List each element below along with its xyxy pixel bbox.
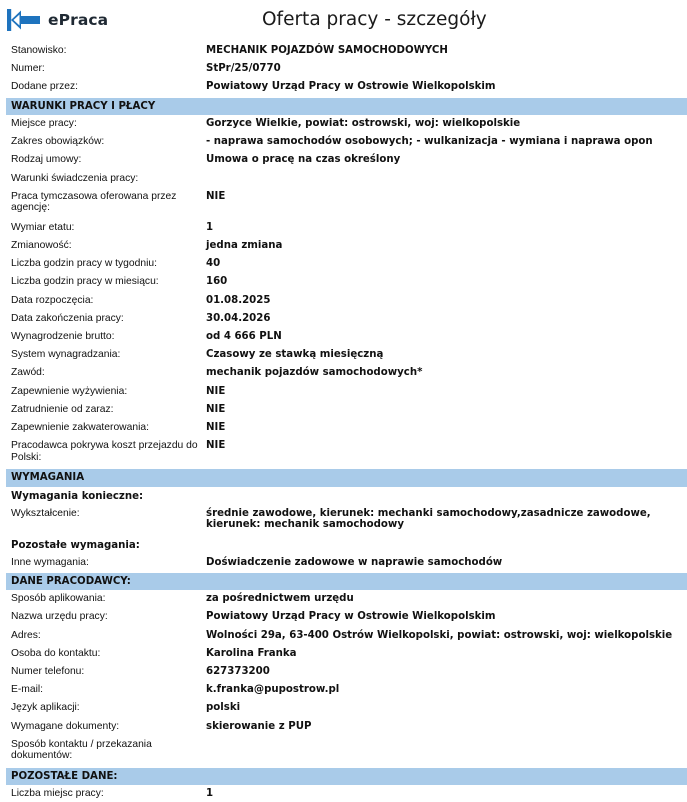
- subheading-pozostale-wymagania: Pozostałe wymagania:: [11, 539, 140, 551]
- detail-value: MECHANIK POJAZDÓW SAMOCHODOWYCH: [206, 45, 448, 56]
- detail-value: [206, 737, 687, 739]
- detail-label: Miejsce pracy:: [11, 118, 77, 130]
- detail-value: - naprawa samochodów osobowych; - wulkanizacja - wymiana i naprawa opon: [206, 136, 653, 148]
- detail-value: 30.04.2026: [206, 312, 271, 324]
- detail-row: [6, 591, 687, 609]
- detail-value: Gorzyce Wielkie, powiat: ostrowski, woj: wielkopolskie: [206, 118, 521, 130]
- subheading-wymagania-konieczne: Wymagania konieczne:: [11, 490, 144, 502]
- detail-row: [6, 311, 687, 329]
- detail-label: Liczba godzin pracy w miesiącu:: [11, 276, 159, 288]
- detail-row: [6, 664, 687, 682]
- detail-value: Karolina Franka: [206, 647, 297, 659]
- detail-row: [6, 134, 687, 152]
- detail-row: [6, 61, 687, 79]
- detail-value: Powiatowy Urząd Pracy w Ostrowie Wielkopolskim: [206, 81, 496, 93]
- page-title: Oferta pracy - szczegóły: [262, 9, 487, 30]
- detail-label: Zawód:: [11, 367, 45, 379]
- detail-row: [6, 402, 687, 420]
- detail-value: Doświadczenie zadowowe w naprawie samochodów: [206, 556, 503, 568]
- detail-row: [6, 238, 687, 256]
- detail-value: 01.08.2025: [206, 294, 271, 306]
- epraca-logo: [7, 9, 108, 31]
- detail-label: Wynagrodzenie brutto:: [11, 330, 115, 342]
- detail-label: Wymagane dokumenty:: [11, 720, 120, 732]
- basic-info: [6, 43, 687, 98]
- detail-row: [6, 555, 687, 573]
- detail-row: [6, 646, 687, 664]
- detail-row: [6, 628, 687, 646]
- detail-value: k.franka@pupostrow.pl: [206, 684, 340, 696]
- detail-label: Zapewnienie wyżywienia:: [11, 385, 128, 397]
- detail-row: [6, 420, 687, 438]
- detail-label: Zakres obowiązków:: [11, 136, 105, 148]
- detail-row: [6, 79, 687, 97]
- section-header-wymagania: WYMAGANIA: [6, 469, 687, 487]
- detail-value: NIE: [206, 190, 226, 202]
- detail-label: Data rozpoczęcia:: [11, 294, 94, 306]
- detail-row: [6, 438, 687, 469]
- detail-row: [6, 152, 687, 170]
- offer-details-table: [6, 43, 687, 802]
- detail-value: 1: [206, 788, 214, 800]
- detail-row: [6, 682, 687, 700]
- pozostale-wymagania-list: [6, 555, 687, 573]
- detail-label: Stanowisko:: [11, 45, 67, 56]
- detail-row: [6, 365, 687, 383]
- detail-value: [206, 171, 687, 173]
- detail-row: [6, 700, 687, 718]
- detail-row: [6, 293, 687, 311]
- detail-row: [6, 786, 687, 802]
- detail-row: [6, 719, 687, 737]
- detail-value: od 4 666 PLN: [206, 330, 282, 342]
- warunki-section: [6, 116, 687, 469]
- detail-label: System wynagradzania:: [11, 349, 121, 361]
- detail-row: [6, 329, 687, 347]
- detail-label: Numer:: [11, 63, 45, 75]
- detail-value: Wolności 29a, 63-400 Ostrów Wielkopolski, powiat: ostrowski, woj: wielkopolskie: [206, 629, 673, 641]
- detail-row: [6, 116, 687, 134]
- logo-text: ePraca: [48, 11, 109, 29]
- detail-label: Inne wymagania:: [11, 556, 89, 568]
- detail-row: [6, 220, 687, 238]
- detail-label: Zapewnienie zakwaterowania:: [11, 421, 149, 433]
- detail-value: za pośrednictwem urzędu: [206, 593, 354, 605]
- detail-label: Zmianowość:: [11, 240, 72, 251]
- detail-value: średnie zawodowe, kierunek: mechanki samochodowy,zasadnicze zawodowe, kierunek: mechanik samochodowy: [206, 507, 651, 531]
- detail-label: Sposób aplikowania:: [11, 593, 106, 605]
- detail-row: [6, 609, 687, 627]
- section-header-warunki: WARUNKI PRACY I PŁACY: [6, 98, 687, 116]
- detail-label: Adres:: [11, 629, 41, 641]
- detail-value: skierowanie z PUP: [206, 720, 312, 732]
- detail-value: StPr/25/0770: [206, 63, 281, 75]
- detail-label: Zatrudnienie od zaraz:: [11, 403, 114, 415]
- pozostale-dane-section: [6, 786, 687, 802]
- detail-label: Liczba miejsc pracy:: [11, 788, 104, 800]
- detail-label: Osoba do kontaktu:: [11, 647, 101, 659]
- detail-label: Nazwa urzędu pracy:: [11, 611, 108, 623]
- detail-row: [6, 171, 687, 189]
- detail-value: mechanik pojazdów samochodowych*: [206, 367, 423, 379]
- detail-label: E-mail:: [11, 684, 44, 696]
- detail-value: NIE: [206, 385, 226, 397]
- detail-row: [6, 256, 687, 274]
- wymagania-konieczne-list: [6, 506, 687, 537]
- detail-label: Dodane przez:: [11, 81, 78, 93]
- epraca-logo-icon: [7, 9, 43, 31]
- detail-value: NIE: [206, 421, 226, 433]
- detail-value: NIE: [206, 440, 226, 452]
- detail-value: 1: [206, 221, 214, 233]
- dane-pracodawcy-section: [6, 591, 687, 768]
- detail-label: Warunki świadczenia pracy:: [11, 172, 139, 184]
- document-header: [0, 0, 687, 42]
- detail-label: Sposób kontaktu / przekazania dokumentów:: [11, 738, 152, 762]
- detail-row: [6, 506, 687, 537]
- detail-label: Praca tymczasowa oferowana przez agencję:: [11, 190, 177, 214]
- detail-value: jedna zmiana: [206, 240, 283, 251]
- detail-label: Liczba godzin pracy w tygodniu:: [11, 258, 157, 270]
- detail-row: [6, 347, 687, 365]
- detail-value: 40: [206, 258, 221, 270]
- detail-label: Rodzaj umowy:: [11, 154, 82, 166]
- detail-label: Data zakończenia pracy:: [11, 312, 124, 324]
- detail-value: Powiatowy Urząd Pracy w Ostrowie Wielkopolskim: [206, 611, 496, 623]
- detail-value: 627373200: [206, 666, 270, 677]
- detail-label: Pracodawca pokrywa koszt przejazdu do Polski:: [11, 440, 198, 463]
- detail-label: Wymiar etatu:: [11, 221, 75, 233]
- detail-value: Umowa o pracę na czas określony: [206, 154, 401, 166]
- detail-label: Wykształcenie:: [11, 507, 80, 519]
- detail-row: [6, 274, 687, 292]
- section-header-dane-pracodawcy: DANE PRACODAWCY:: [6, 573, 687, 591]
- section-header-pozostale-dane: POZOSTAŁE DANE:: [6, 768, 687, 786]
- detail-row: [6, 737, 687, 768]
- detail-value: 160: [206, 276, 228, 288]
- detail-row: [6, 43, 687, 61]
- detail-value: polski: [206, 702, 241, 714]
- detail-label: Język aplikacji:: [11, 702, 80, 714]
- detail-value: Czasowy ze stawką miesięczną: [206, 349, 384, 361]
- detail-row: [6, 384, 687, 402]
- detail-value: NIE: [206, 403, 226, 415]
- detail-label: Numer telefonu:: [11, 666, 85, 677]
- detail-row: [6, 189, 687, 220]
